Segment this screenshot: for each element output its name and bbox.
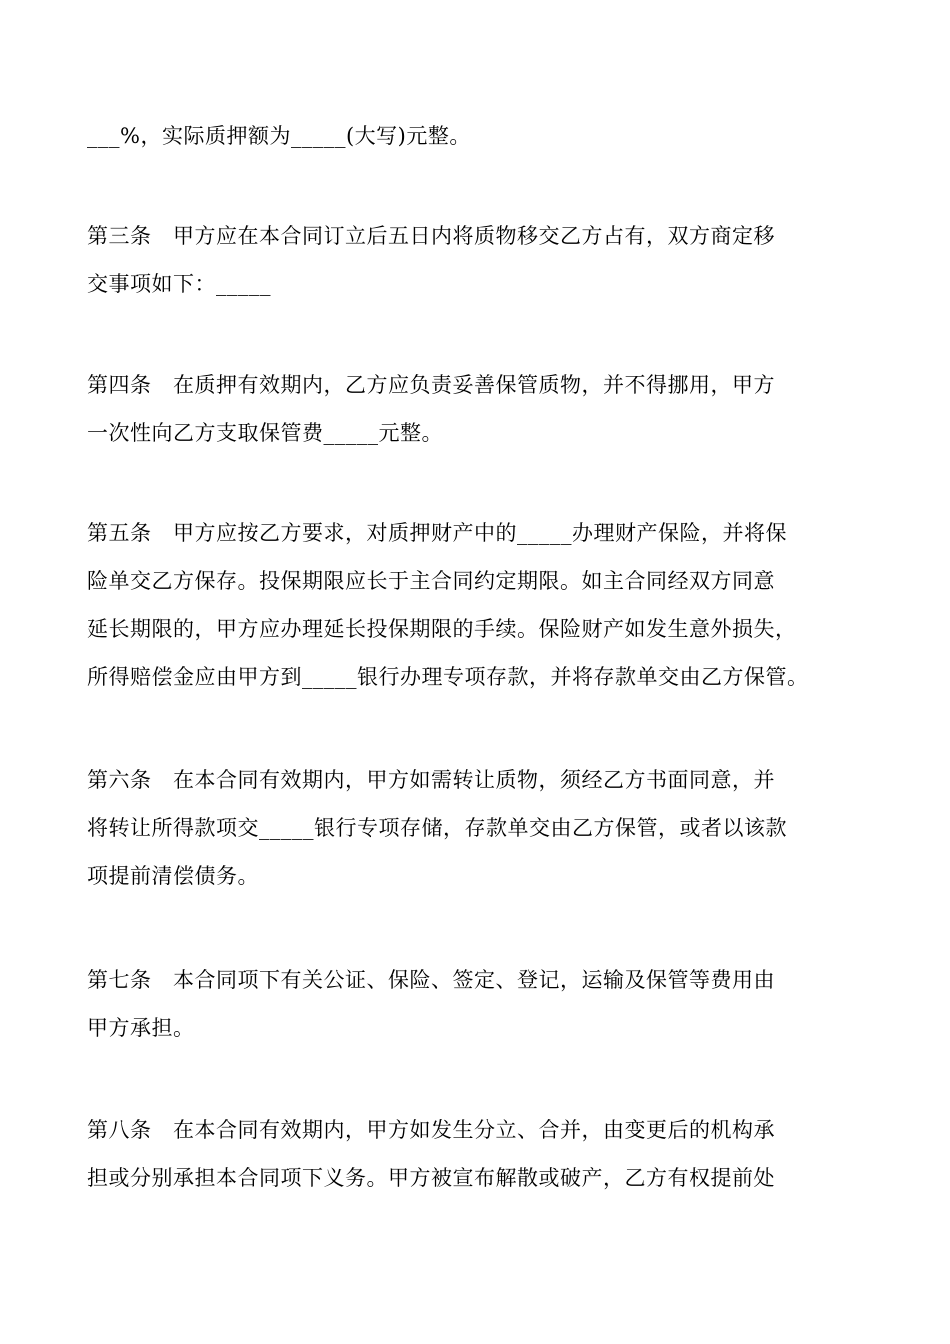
paragraph-article-6 xyxy=(87,756,877,900)
paragraph-article-5 xyxy=(87,509,877,701)
text-line: 第四条 在质押有效期内，乙方应负责妥善保管质物，并不得挪用，甲方 xyxy=(87,373,775,397)
text-line: 一次性向乙方支取保管费_____元整。 xyxy=(87,421,443,445)
text-line: 所得赔偿金应由甲方到_____银行办理专项存款，并将存款单交由乙方保管。 xyxy=(87,665,809,689)
text-line: 第七条 本合同项下有关公证、保险、签定、登记，运输及保管等费用由 xyxy=(87,968,775,992)
paragraph-article-8 xyxy=(87,1106,877,1202)
text-line: ___%，实际质押额为_____(大写)元整。 xyxy=(87,124,471,148)
text-line: 第六条 在本合同有效期内，甲方如需转让质物，须经乙方书面同意，并 xyxy=(87,768,775,792)
text-line: 第三条 甲方应在本合同订立后五日内将质物移交乙方占有，双方商定移 xyxy=(87,224,775,248)
text-line: 项提前清偿债务。 xyxy=(87,864,259,888)
paragraph-article-7 xyxy=(87,956,877,1052)
paragraph-article-3 xyxy=(87,212,877,308)
text-line: 交事项如下：_____ xyxy=(87,272,271,296)
paragraph-article-4 xyxy=(87,361,877,457)
paragraph-pledge-amount xyxy=(87,112,877,160)
text-line: 甲方承担。 xyxy=(87,1016,195,1040)
text-line: 延长期限的，甲方应办理延长投保期限的手续。保险财产如发生意外损失， xyxy=(87,617,797,641)
text-line: 险单交乙方保存。投保期限应长于主合同约定期限。如主合同经双方同意 xyxy=(87,569,775,593)
text-line: 将转让所得款项交_____银行专项存储，存款单交由乙方保管，或者以该款 xyxy=(87,816,787,840)
text-line: 担或分别承担本合同项下义务。甲方被宣布解散或破产，乙方有权提前处 xyxy=(87,1166,775,1190)
text-line: 第八条 在本合同有效期内，甲方如发生分立、合并，由变更后的机构承 xyxy=(87,1118,775,1142)
text-line: 第五条 甲方应按乙方要求，对质押财产中的_____办理财产保险，并将保 xyxy=(87,521,787,545)
